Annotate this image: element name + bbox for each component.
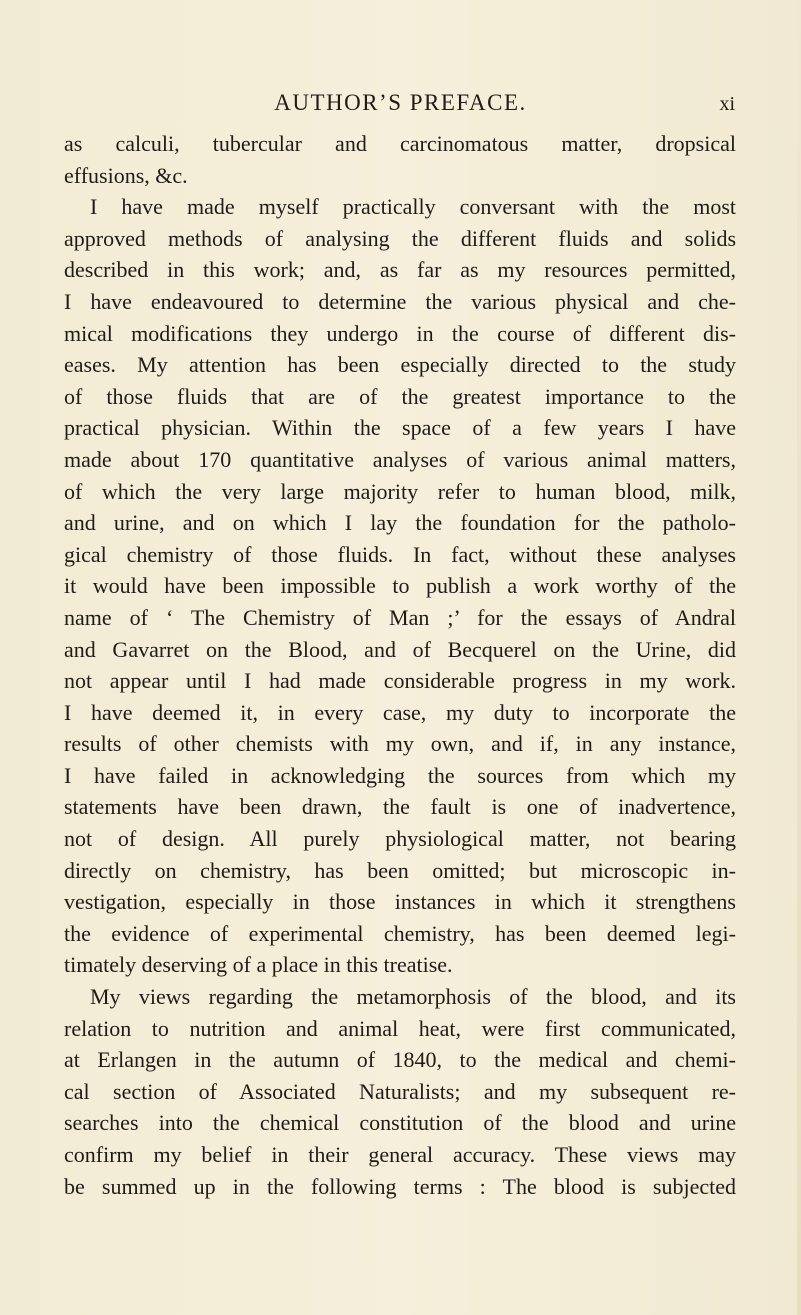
text-line: cal section of Associated Naturalists; and my subsequent re- — [64, 1078, 736, 1104]
text-line: of which the very large majority refer to human blood, milk, — [64, 478, 736, 504]
text-line: My views regarding the metamorphosis of the blood, and its — [90, 984, 736, 1010]
text-line: at Erlangen in the autumn of 1840, to the medical and chemi- — [64, 1047, 736, 1073]
text-line: eases. My attention has been especially directed to the study — [64, 352, 736, 378]
text-line: it would have been impossible to publish a work worthy of the — [64, 573, 736, 599]
text-line: made about 170 quantitative analyses of various animal matters, — [64, 446, 736, 472]
text-line: mical modifications they undergo in the course of different dis- — [64, 320, 736, 346]
text-line: relation to nutrition and animal heat, were first communicated, — [64, 1015, 736, 1041]
text-line: I have made myself practically conversant with the most — [90, 194, 736, 220]
page-header — [0, 90, 801, 124]
text-line: timately deserving of a place in this treatise. — [64, 952, 453, 978]
text-line: described in this work; and, as far as my resources permitted, — [64, 257, 736, 283]
text-line: name of ‘ The Chemistry of Man ;’ for the essays of Andral — [64, 604, 736, 630]
text-line: directly on chemistry, has been omitted; but microscopic in- — [64, 857, 736, 883]
text-line: searches into the chemical constitution of the blood and urine — [64, 1110, 736, 1136]
text-line: I have deemed it, in every case, my duty to incorporate the — [64, 699, 736, 725]
text-line: confirm my belief in their general accuracy. These views may — [64, 1142, 736, 1167]
text-line: I have endeavoured to determine the various physical and che- — [64, 288, 736, 314]
text-line: as calculi, tubercular and carcinomatous matter, dropsical — [64, 131, 736, 156]
text-line: results of other chemists with my own, and if, in any instance, — [64, 731, 736, 757]
page-edge — [797, 0, 801, 1315]
text-line: not appear until I had made considerable progress in my work. — [64, 668, 736, 694]
text-line: effusions, &c. — [64, 162, 188, 188]
body-text — [64, 128, 736, 1202]
text-line: not of design. All purely physiological matter, not bearing — [64, 826, 736, 852]
text-line: I have failed in acknowledging the sources from which my — [64, 762, 736, 788]
text-line: practical physician. Within the space of a few years I have — [64, 415, 736, 441]
text-line: and urine, and on which I lay the foundation for the patholo- — [64, 510, 736, 536]
text-line: gical chemistry of those fluids. In fact, without these analyses — [64, 541, 736, 567]
text-line: and Gavarret on the Blood, and of Becquerel on the Urine, did — [64, 636, 736, 662]
text-line: of those fluids that are of the greatest importance to the — [64, 383, 736, 409]
text-line: statements have been drawn, the fault is one of inadvertence, — [64, 794, 736, 820]
text-line: vestigation, especially in those instances in which it strengthens — [64, 889, 736, 915]
page-number: xi — [719, 93, 735, 115]
text-line: the evidence of experimental chemistry, has been deemed legi- — [64, 920, 736, 946]
text-line: approved methods of analysing the different fluids and solids — [64, 225, 736, 251]
text-line: be summed up in the following terms : The blood is subjected — [64, 1173, 736, 1199]
running-title: AUTHOR’S PREFACE. — [274, 90, 527, 115]
